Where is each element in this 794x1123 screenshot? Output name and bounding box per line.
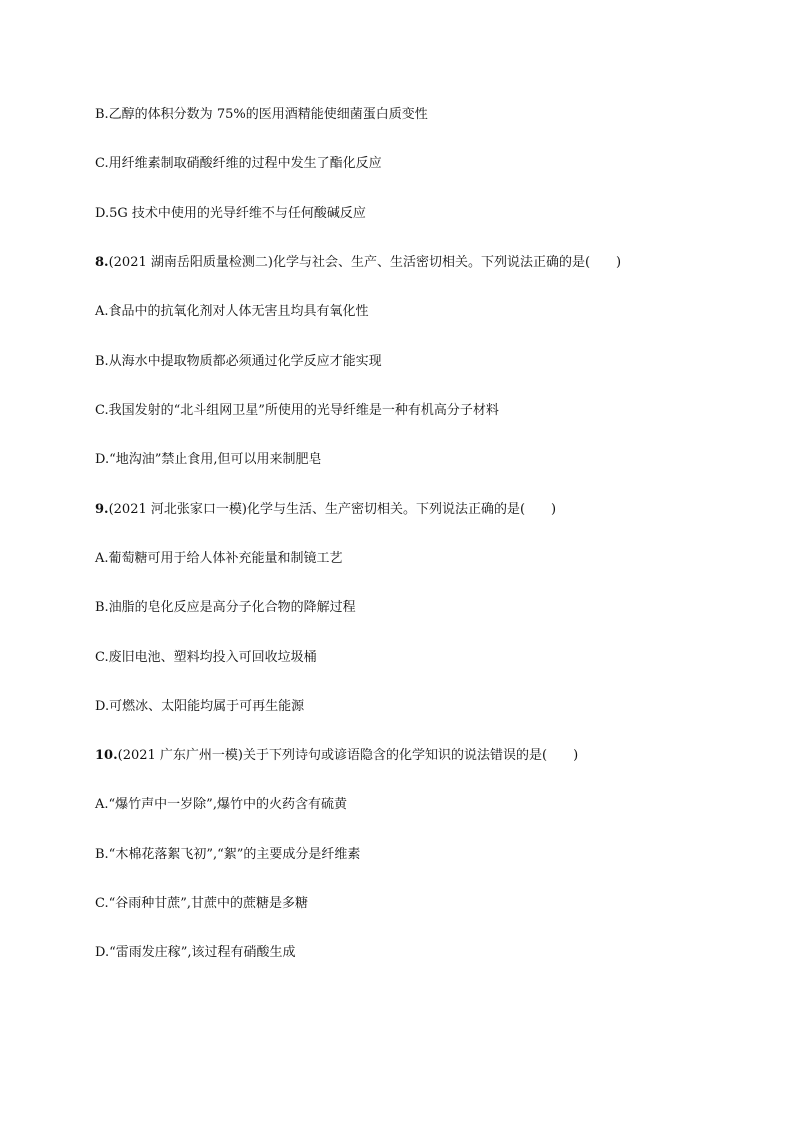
q9-option-c: C.废旧电池、塑料均投入可回收垃圾桶	[95, 650, 317, 665]
q10-option-b: B.“木棉花落絮飞初”,“絮”的主要成分是纤维素	[95, 847, 361, 862]
q7-option-d: D.5G 技术中使用的光导纤维不与任何酸碱反应	[95, 206, 366, 221]
q8-close-paren: )	[616, 255, 622, 270]
q10-number: 10.	[95, 748, 118, 763]
q7-option-c: C.用纤维素制取硝酸纤维的过程中发生了酯化反应	[95, 156, 382, 171]
q10-close-paren: )	[573, 748, 579, 763]
q8-option-b: B.从海水中提取物质都必须通过化学反应才能实现	[95, 354, 382, 369]
q10-option-c: C.“谷雨种甘蔗”,甘蔗中的蔗糖是多糖	[95, 896, 309, 911]
q7-option-b: B.乙醇的体积分数为 75%的医用酒精能使细菌蛋白质变性	[95, 107, 428, 122]
q8-option-d: D.“地沟油”禁止食用,但可以用来制肥皂	[95, 452, 322, 467]
q10-stem-line	[95, 747, 578, 765]
q9-number: 9.	[95, 502, 109, 517]
q10-option-d: D.“雷雨发庄稼”,该过程有硝酸生成	[95, 945, 296, 960]
q10-stem: (2021 广东广州一模)关于下列诗句或谚语隐含的化学知识的说法错误的是(	[117, 748, 548, 763]
q10-option-a: A.“爆竹声中一岁除”,爆竹中的火药含有硫黄	[95, 797, 347, 812]
q9-stem-line	[95, 501, 556, 519]
q8-stem-line	[95, 254, 621, 272]
q9-stem: (2021 河北张家口一模)化学与生活、生产密切相关。下列说法正确的是(	[108, 502, 526, 517]
q8-stem: (2021 湖南岳阳质量检测二)化学与社会、生产、生活密切相关。下列说法正确的是(	[108, 255, 591, 270]
q9-option-d: D.可燃冰、太阳能均属于可再生能源	[95, 699, 305, 714]
q9-close-paren: )	[551, 502, 557, 517]
q9-option-a: A.葡萄糖可用于给人体补充能量和制镜工艺	[95, 551, 343, 566]
q9-option-b: B.油脂的皂化反应是高分子化合物的降解过程	[95, 600, 356, 615]
q8-option-c: C.我国发射的“北斗组网卫星”所使用的光导纤维是一种有机高分子材料	[95, 403, 499, 418]
q8-option-a: A.食品中的抗氧化剂对人体无害且均具有氧化性	[95, 304, 369, 319]
q8-number: 8.	[95, 255, 109, 270]
